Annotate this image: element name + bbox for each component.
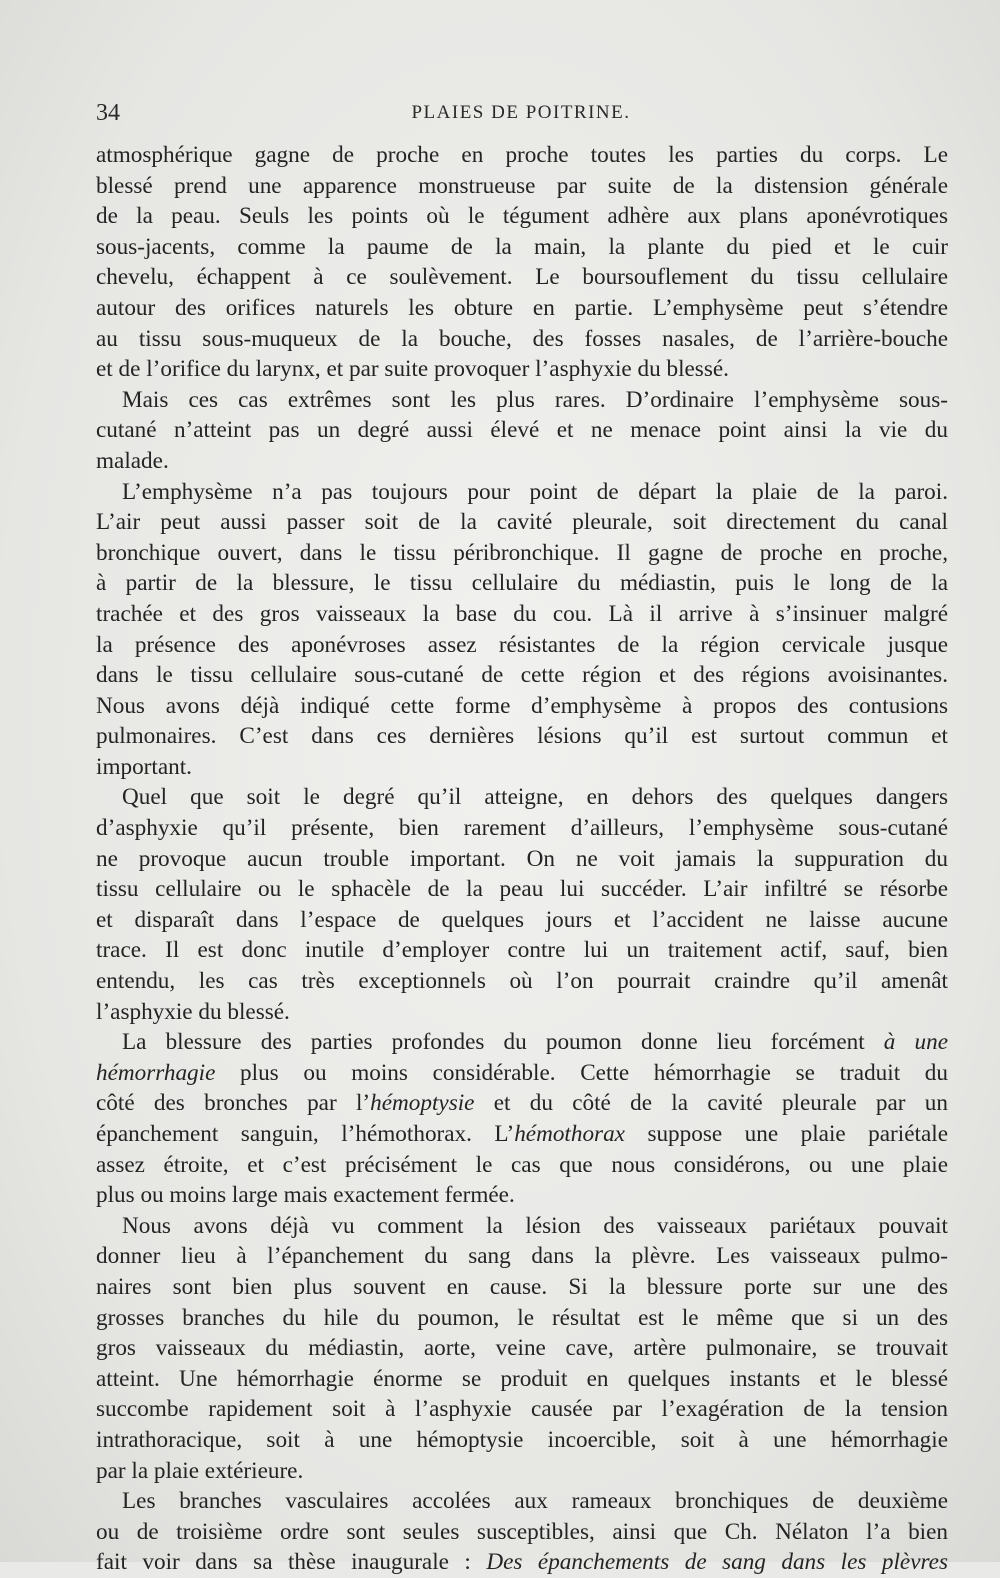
text-line (96, 1547, 948, 1578)
text-segment: épanchement sanguin, l’hémothorax. L’ (96, 1121, 515, 1147)
text-line (96, 415, 948, 446)
text-line (96, 1394, 948, 1425)
text-segment: la présence des aponévroses assez résistantes de la région cervicale jusque (96, 631, 948, 658)
text-segment: de la peau. Seuls les points où le tégument adhère aux plans aponévrotiques (96, 203, 948, 230)
text-segment: et du côté de la cavité pleurale par un (474, 1090, 948, 1117)
text-segment: et disparaît dans l’espace de quelques jours et l’accident ne laisse aucune (96, 906, 948, 933)
paragraph (96, 1211, 948, 1486)
text-segment: Nous avons déjà vu comment la lésion des vaisseaux pariétaux pouvait (122, 1212, 948, 1239)
text-line (96, 630, 948, 661)
text-line (96, 752, 948, 783)
paragraph (96, 477, 948, 783)
italic-text: Des épanchements de sang dans les plèvres (486, 1549, 948, 1576)
text-segment: succombe rapidement soit à l’asphyxie causée par l’exagération de la tension (96, 1396, 948, 1423)
text-line (96, 232, 948, 263)
text-line (96, 966, 948, 997)
text-line (96, 1517, 948, 1548)
text-line (96, 905, 948, 936)
text-segment: Mais ces cas extrêmes sont les plus rares. D’ordinaire l’emphysème sous- (122, 386, 948, 413)
text-segment: donner lieu à l’épanchement du sang dans la plèvre. Les vaisseaux pulmo- (96, 1243, 948, 1270)
text-line (96, 140, 948, 171)
text-segment: ou de troisième ordre sont seules susceptibles, ainsi que Ch. Nélaton l’a bien (96, 1518, 948, 1545)
paragraph (96, 782, 948, 1027)
text-line (96, 1119, 948, 1150)
text-segment: d’asphyxie qu’il présente, bien rarement d’ailleurs, l’emphysème sous-cutané (96, 815, 948, 842)
text-line (96, 1088, 948, 1119)
text-line (96, 324, 948, 355)
text-segment: L’emphysème n’a pas toujours pour point de départ la plaie de la paroi. (122, 478, 948, 505)
text-line (96, 354, 948, 385)
text-segment: naires sont bien plus souvent en cause. Si la blessure porte sur une des (96, 1273, 948, 1300)
paragraph (96, 1486, 948, 1578)
body-text (96, 140, 948, 1578)
text-segment: assez étroite, et c’est précisément le cas que nous considérons, ou une plaie (96, 1151, 948, 1178)
text-segment: blessé prend une apparence monstrueuse par suite de la distension générale (96, 172, 948, 199)
text-segment: cutané n’atteint pas un degré aussi élevé et ne menace point ainsi la vie du (96, 417, 948, 444)
text-segment: suppose une plaie pariétale (624, 1121, 948, 1147)
text-line (96, 599, 948, 630)
text-segment: pulmonaires. C’est dans ces dernières lésions qu’il est surtout commun et (96, 723, 948, 750)
text-line (96, 538, 948, 569)
text-line (96, 691, 948, 722)
text-line (96, 844, 948, 875)
text-line (96, 1486, 948, 1517)
text-line (96, 997, 948, 1028)
paragraph (96, 140, 948, 385)
paragraph (96, 1027, 948, 1211)
text-line (96, 171, 948, 202)
text-segment: intrathoracique, soit à une hémoptysie incoercible, soit à une hémorrhagie (96, 1426, 948, 1453)
text-segment: et de l’orifice du larynx, et par suite provoquer l’asphyxie du blessé. (96, 356, 729, 383)
text-segment: malade. (96, 447, 169, 474)
text-line (96, 385, 948, 416)
text-segment: dans le tissu cellulaire sous-cutané de cette région et des régions avoisinantes. (96, 662, 948, 689)
paragraph (96, 385, 948, 477)
text-segment: important. (96, 753, 192, 780)
text-line (96, 874, 948, 905)
text-segment: fait voir dans sa thèse inaugurale : (96, 1549, 487, 1576)
text-segment: Quel que soit le degré qu’il atteigne, en dehors des quelques dangers (122, 784, 948, 811)
italic-text: hémoptysie (370, 1090, 475, 1117)
text-line (96, 782, 948, 813)
text-segment: à partir de la blessure, le tissu cellulaire du médiastin, puis le long de la (96, 570, 948, 597)
text-segment: Nous avons déjà indiqué cette forme d’emphysème à propos des contusions (96, 692, 948, 719)
text-line (96, 1456, 948, 1487)
text-segment: tissu cellulaire ou le sphacèle de la peau lui succéder. L’air infiltré se résorbe (96, 876, 948, 903)
text-segment: autour des orifices naturels les obture en partie. L’emphysème peut s’étendre (96, 294, 948, 321)
text-line (96, 1211, 948, 1242)
italic-text: à une (883, 1029, 948, 1056)
text-line (96, 1150, 948, 1181)
text-segment: plus ou moins large mais exactement fermée. (96, 1182, 515, 1209)
italic-text: hémorrhagie (96, 1059, 216, 1086)
text-line (96, 721, 948, 752)
page-header (96, 100, 946, 130)
text-segment: plus ou moins considérable. Cette hémorrhagie se traduit du (215, 1059, 948, 1086)
text-segment: côté des bronches par l’ (96, 1090, 371, 1117)
text-segment: par la plaie extérieure. (96, 1457, 304, 1484)
text-segment: L’air peut aussi passer soit de la cavité pleurale, soit directement du canal (96, 509, 948, 536)
text-segment: atmosphérique gagne de proche en proche toutes les parties du corps. Le (96, 142, 948, 168)
text-segment: l’asphyxie du blessé. (96, 998, 290, 1025)
text-segment: gros vaisseaux du médiastin, aorte, veine cave, artère pulmonaire, se trouvait (96, 1335, 948, 1362)
text-line (96, 1425, 948, 1456)
text-line (96, 1180, 948, 1211)
text-line (96, 935, 948, 966)
running-head: PLAIES DE POITRINE. (411, 102, 631, 123)
text-line (96, 446, 948, 477)
italic-text: hémothorax (514, 1121, 625, 1147)
text-segment: chevelu, échappent à ce soulèvement. Le boursouflement du tissu cellulaire (96, 264, 948, 291)
text-segment: sous-jacents, comme la paume de la main, la plante du pied et le cuir (96, 233, 948, 260)
text-segment: trace. Il est donc inutile d’employer contre lui un traitement actif, sauf, bien (96, 937, 948, 964)
text-line (96, 1303, 948, 1334)
text-line (96, 1272, 948, 1303)
text-segment: atteint. Une hémorrhagie énorme se produit en quelques instants et le blessé (96, 1365, 948, 1392)
text-line (96, 293, 948, 324)
text-segment: La blessure des parties profondes du poumon donne lieu forcément (122, 1029, 884, 1056)
text-line (96, 1241, 948, 1272)
text-segment: trachée et des gros vaisseaux la base du cou. Là il arrive à s’insinuer malgré (96, 600, 948, 627)
text-line (96, 660, 948, 691)
text-line (96, 1333, 948, 1364)
text-line (96, 507, 948, 538)
page-number: 34 (96, 100, 120, 126)
text-line (96, 1364, 948, 1395)
text-line (96, 568, 948, 599)
text-line (96, 1058, 948, 1089)
text-segment: ne provoque aucun trouble important. On ne voit jamais la suppuration du (96, 845, 948, 872)
text-segment: grosses branches du hile du poumon, le résultat est le même que si un des (96, 1304, 948, 1331)
text-line (96, 201, 948, 232)
text-line (96, 813, 948, 844)
text-line (96, 1027, 948, 1058)
text-line (96, 477, 948, 508)
text-segment: bronchique ouvert, dans le tissu péribronchique. Il gagne de proche en proche, (96, 539, 948, 566)
text-segment: au tissu sous-muqueux de la bouche, des fosses nasales, de l’arrière-bouche (96, 325, 948, 352)
text-segment: Les branches vasculaires accolées aux rameaux bronchiques de deuxième (122, 1488, 948, 1515)
text-line (96, 262, 948, 293)
text-segment: entendu, les cas très exceptionnels où l’on pourrait craindre qu’il amenât (96, 968, 948, 995)
